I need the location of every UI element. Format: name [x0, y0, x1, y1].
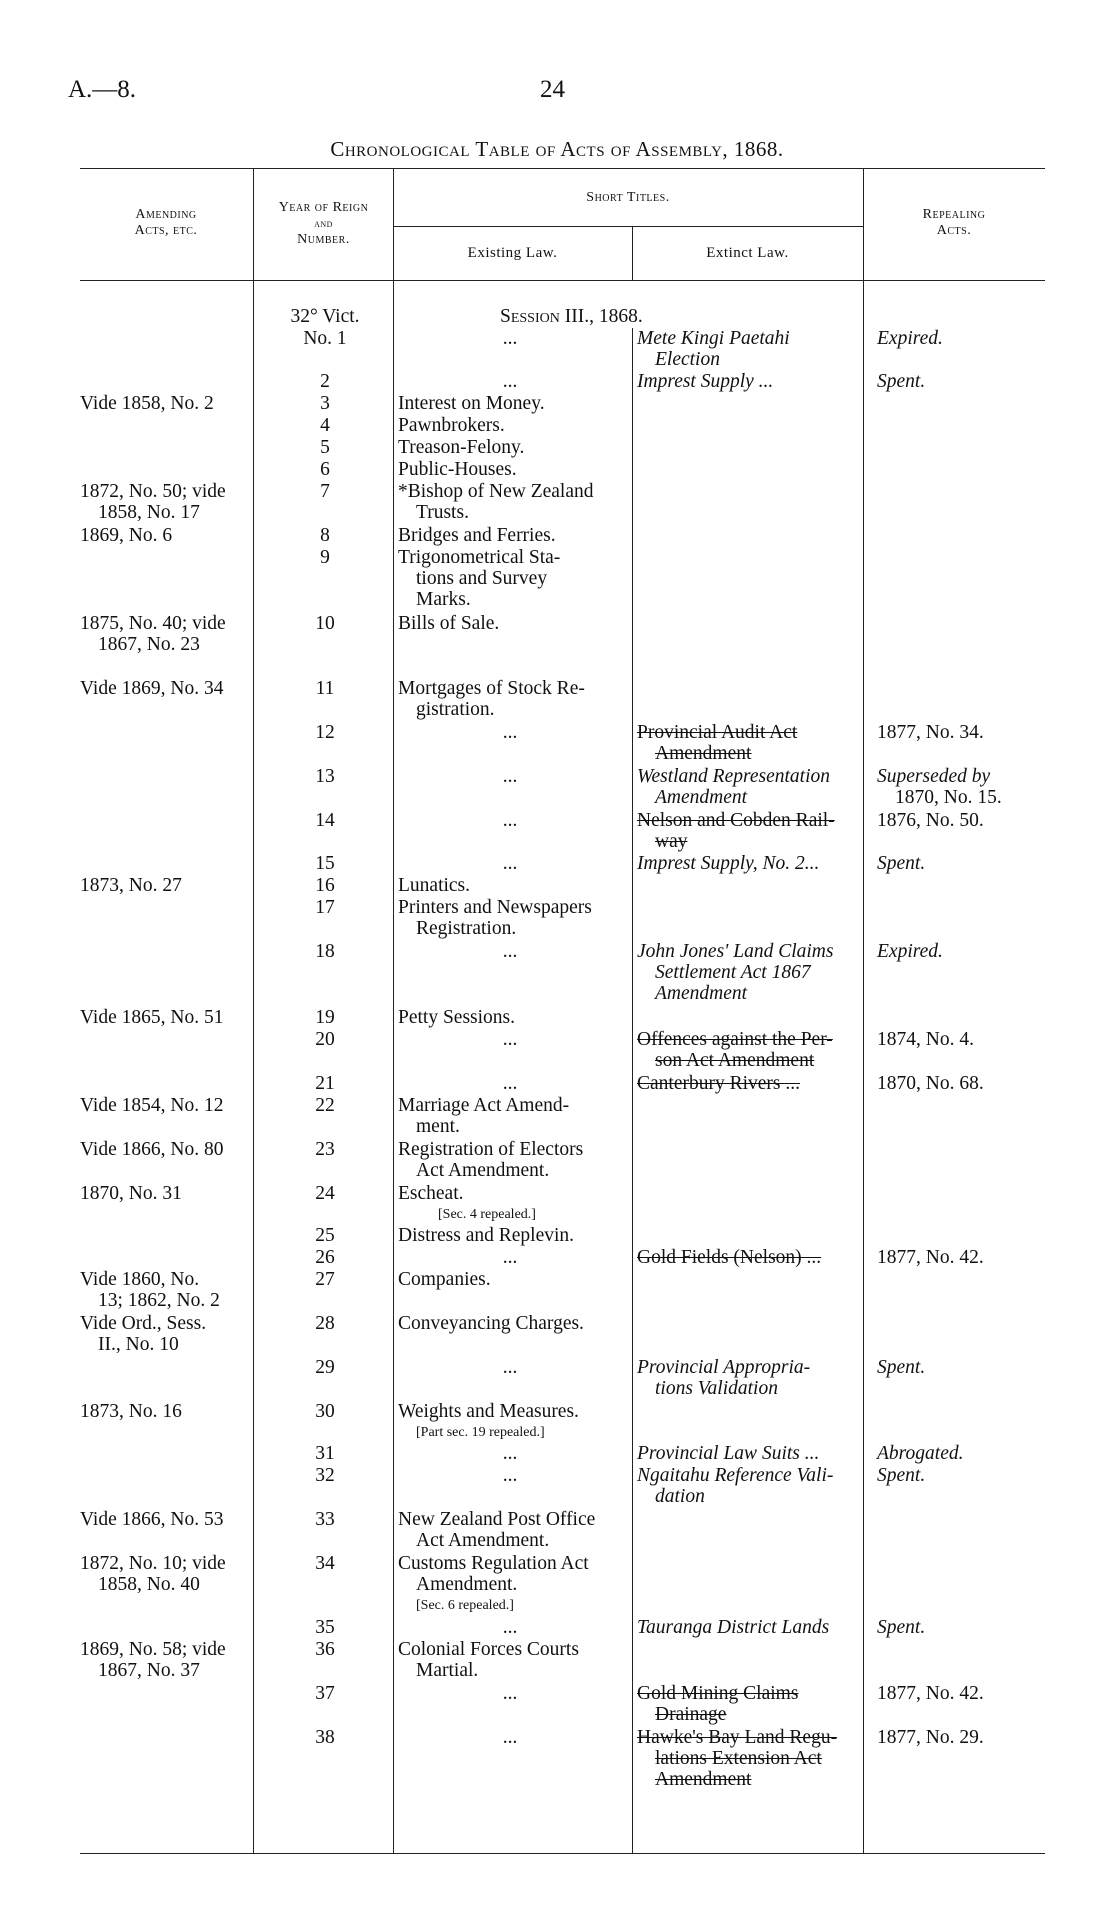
- amending-act: Vide 1860, No. 13; 1862, No. 2: [80, 1269, 220, 1311]
- existing-law: ...: [502, 1073, 518, 1094]
- year-number: 19: [315, 1007, 335, 1028]
- repealing-act: 1877, No. 42.: [877, 1683, 984, 1704]
- existing-law: ...: [502, 722, 518, 743]
- extinct-law: Offences against the Per- son Act Amendment: [637, 1029, 833, 1071]
- year-number: 9: [320, 547, 330, 568]
- year-number: 27: [315, 1269, 335, 1290]
- repealing-act: Spent.: [877, 1357, 926, 1378]
- year-number: 16: [315, 875, 335, 896]
- header-year: Year of Reign and Number.: [278, 200, 369, 247]
- year-number: 17: [315, 897, 335, 918]
- existing-law: ...: [502, 941, 518, 962]
- year-number: 10: [315, 613, 335, 634]
- extinct-law: Nelson and Cobden Rail- way: [637, 810, 835, 852]
- extinct-law: Provincial Law Suits ...: [637, 1443, 820, 1464]
- year-number: 37: [315, 1683, 335, 1704]
- existing-law: Mortgages of Stock Re- gistration.: [398, 678, 585, 720]
- repealing-act: Expired.: [877, 328, 943, 349]
- existing-law: Petty Sessions.: [398, 1007, 516, 1028]
- existing-law: Companies.: [398, 1269, 491, 1290]
- year-number: 6: [320, 459, 330, 480]
- header-bottom-rule: [80, 280, 1045, 281]
- amending-act: 1873, No. 27: [80, 875, 182, 896]
- year-number: 35: [315, 1617, 335, 1638]
- year-number: 23: [315, 1139, 335, 1160]
- extinct-law: Imprest Supply ...: [637, 371, 774, 392]
- header-existing: Existing Law.: [467, 245, 558, 261]
- existing-law: ...: [502, 1727, 518, 1748]
- column-rule-4: [863, 168, 864, 1853]
- existing-law: ...: [502, 1443, 518, 1464]
- existing-law: Public-Houses.: [398, 459, 517, 480]
- amending-act: 1869, No. 58; vide 1867, No. 37: [80, 1639, 226, 1681]
- existing-law: Pawnbrokers.: [398, 415, 505, 436]
- amending-act: Vide 1866, No. 53: [80, 1509, 224, 1530]
- year-number: 2: [320, 371, 330, 392]
- column-rule-2: [393, 168, 394, 1853]
- year-number: 26: [315, 1247, 335, 1268]
- year-number: 36: [315, 1639, 335, 1660]
- amending-act: 1872, No. 50; vide 1858, No. 17: [80, 481, 226, 523]
- repealing-act: Spent.: [877, 1617, 926, 1638]
- repealing-act: Spent.: [877, 853, 926, 874]
- year-number: 18: [315, 941, 335, 962]
- existing-law: Lunatics.: [398, 875, 471, 896]
- repealing-act: Spent.: [877, 371, 926, 392]
- year-number: 33: [315, 1509, 335, 1530]
- year-number: 21: [315, 1073, 335, 1094]
- existing-law: Printers and Newspapers Registration.: [398, 897, 592, 939]
- year-number: 5: [320, 437, 330, 458]
- year-number: 4: [320, 415, 330, 436]
- reign-label: 32° Vict.: [290, 306, 360, 327]
- extinct-law: Gold Fields (Nelson) ...: [637, 1247, 822, 1268]
- header-repealing: Repealing Acts.: [922, 207, 986, 238]
- extinct-law: John Jones' Land Claims Settlement Act 1867 Amendment: [637, 941, 834, 1004]
- repealing-act: Expired.: [877, 941, 943, 962]
- extinct-law: Gold Mining Claims Drainage: [637, 1683, 799, 1725]
- existing-law: ...: [502, 810, 518, 831]
- existing-law: Distress and Replevin.: [398, 1225, 575, 1246]
- year-number: 20: [315, 1029, 335, 1050]
- year-number: No. 1: [303, 328, 347, 349]
- repealing-act: 1870, No. 68.: [877, 1073, 984, 1094]
- existing-law: Conveyancing Charges.: [398, 1313, 584, 1334]
- year-number: 34: [315, 1553, 335, 1574]
- extinct-law: Tauranga District Lands: [637, 1617, 830, 1638]
- amending-act: 1873, No. 16: [80, 1401, 182, 1422]
- amending-act: 1872, No. 10; vide 1858, No. 40: [80, 1553, 226, 1595]
- year-number: 14: [315, 810, 335, 831]
- amending-act: 1875, No. 40; vide 1867, No. 23: [80, 613, 226, 655]
- column-rule-3b: [632, 328, 633, 1853]
- year-number: 15: [315, 853, 335, 874]
- repealing-act: 1876, No. 50.: [877, 810, 984, 831]
- existing-law: ...: [502, 1683, 518, 1704]
- existing-law: ...: [502, 853, 518, 874]
- existing-law: Marriage Act Amend- ment.: [398, 1095, 570, 1137]
- existing-law: ...: [502, 1357, 518, 1378]
- existing-law: Colonial Forces Courts Martial.: [398, 1639, 579, 1681]
- year-number: 11: [315, 678, 335, 699]
- existing-law: ...: [502, 766, 518, 787]
- extinct-law: Hawke's Bay Land Regu- lations Extension Act Amendment: [637, 1727, 838, 1790]
- repealing-act: 1877, No. 34.: [877, 722, 984, 743]
- header-amending: Amending Acts, etc.: [134, 207, 198, 238]
- existing-law: Trigonometrical Sta- tions and Survey Marks.: [398, 547, 561, 610]
- existing-law: Registration of Electors Act Amendment.: [398, 1139, 584, 1181]
- year-number: 13: [315, 766, 335, 787]
- session-label: Session III., 1868.: [500, 306, 643, 327]
- year-number: 30: [315, 1401, 335, 1422]
- amending-act: 1869, No. 6: [80, 525, 173, 546]
- existing-law: Customs Regulation Act Amendment. [Sec. 6 repealed.]: [398, 1553, 589, 1613]
- existing-law: Bridges and Ferries.: [398, 525, 556, 546]
- year-number: 12: [315, 722, 335, 743]
- amending-act: Vide 1854, No. 12: [80, 1095, 224, 1116]
- existing-law: Weights and Measures. [Part sec. 19 repealed.]: [398, 1401, 579, 1440]
- year-number: 32: [315, 1465, 335, 1486]
- amending-act: Vide 1866, No. 80: [80, 1139, 224, 1160]
- existing-law: ...: [502, 1617, 518, 1638]
- year-number: 22: [315, 1095, 335, 1116]
- existing-law: ...: [502, 371, 518, 392]
- existing-law: ...: [502, 1029, 518, 1050]
- extinct-law: Provincial Audit Act Amendment: [637, 722, 798, 764]
- repealing-act: Spent.: [877, 1465, 926, 1486]
- amending-act: 1870, No. 31: [80, 1183, 182, 1204]
- year-number: 7: [320, 481, 330, 502]
- amending-act: Vide 1865, No. 51: [80, 1007, 224, 1028]
- header-short-titles: Short Titles.: [586, 190, 670, 205]
- repealing-act: 1877, No. 42.: [877, 1247, 984, 1268]
- year-number: 31: [315, 1443, 335, 1464]
- existing-law: *Bishop of New Zealand Trusts.: [398, 481, 594, 523]
- existing-law: Treason-Felony.: [398, 437, 525, 458]
- repealing-act: Superseded by 1870, No. 15.: [877, 766, 1002, 808]
- extinct-law: Canterbury Rivers ...: [637, 1073, 801, 1094]
- year-number: 28: [315, 1313, 335, 1334]
- existing-law: Interest on Money.: [398, 393, 545, 414]
- year-number: 3: [320, 393, 330, 414]
- year-number: 38: [315, 1727, 335, 1748]
- extinct-law: Mete Kingi Paetahi Election: [637, 328, 790, 370]
- extinct-law: Ngaitahu Reference Vali- dation: [637, 1465, 834, 1507]
- year-number: 29: [315, 1357, 335, 1378]
- year-number: 25: [315, 1225, 335, 1246]
- repealing-act: Abrogated.: [877, 1443, 964, 1464]
- amending-act: Vide Ord., Sess. II., No. 10: [80, 1313, 207, 1355]
- existing-law: ...: [502, 1247, 518, 1268]
- existing-law: New Zealand Post Office Act Amendment.: [398, 1509, 596, 1551]
- year-number: 8: [320, 525, 330, 546]
- amending-act: Vide 1858, No. 2: [80, 393, 214, 414]
- header-extinct: Extinct Law.: [706, 245, 789, 261]
- extinct-law: Provincial Appropria- tions Validation: [637, 1357, 811, 1399]
- table-bottom-rule: [80, 1853, 1045, 1854]
- column-rule-1: [253, 168, 254, 1853]
- existing-law: Bills of Sale.: [398, 613, 500, 634]
- repealing-act: 1877, No. 29.: [877, 1727, 984, 1748]
- existing-law: ...: [502, 328, 518, 349]
- page-identifier: A.—8.: [68, 76, 137, 103]
- extinct-law: Imprest Supply, No. 2...: [637, 853, 820, 874]
- amending-act: Vide 1869, No. 34: [80, 678, 224, 699]
- repealing-act: 1874, No. 4.: [877, 1029, 974, 1050]
- page-number: 24: [540, 76, 565, 103]
- short-titles-rule: [393, 226, 863, 227]
- existing-law: Escheat. [Sec. 4 repealed.]: [398, 1183, 536, 1222]
- extinct-law: Westland Representation Amendment: [637, 766, 830, 808]
- existing-law: ...: [502, 1465, 518, 1486]
- year-number: 24: [315, 1183, 335, 1204]
- table-top-rule: [80, 168, 1045, 169]
- page-title: Chronological Table of Acts of Assembly, 1868.: [330, 137, 784, 161]
